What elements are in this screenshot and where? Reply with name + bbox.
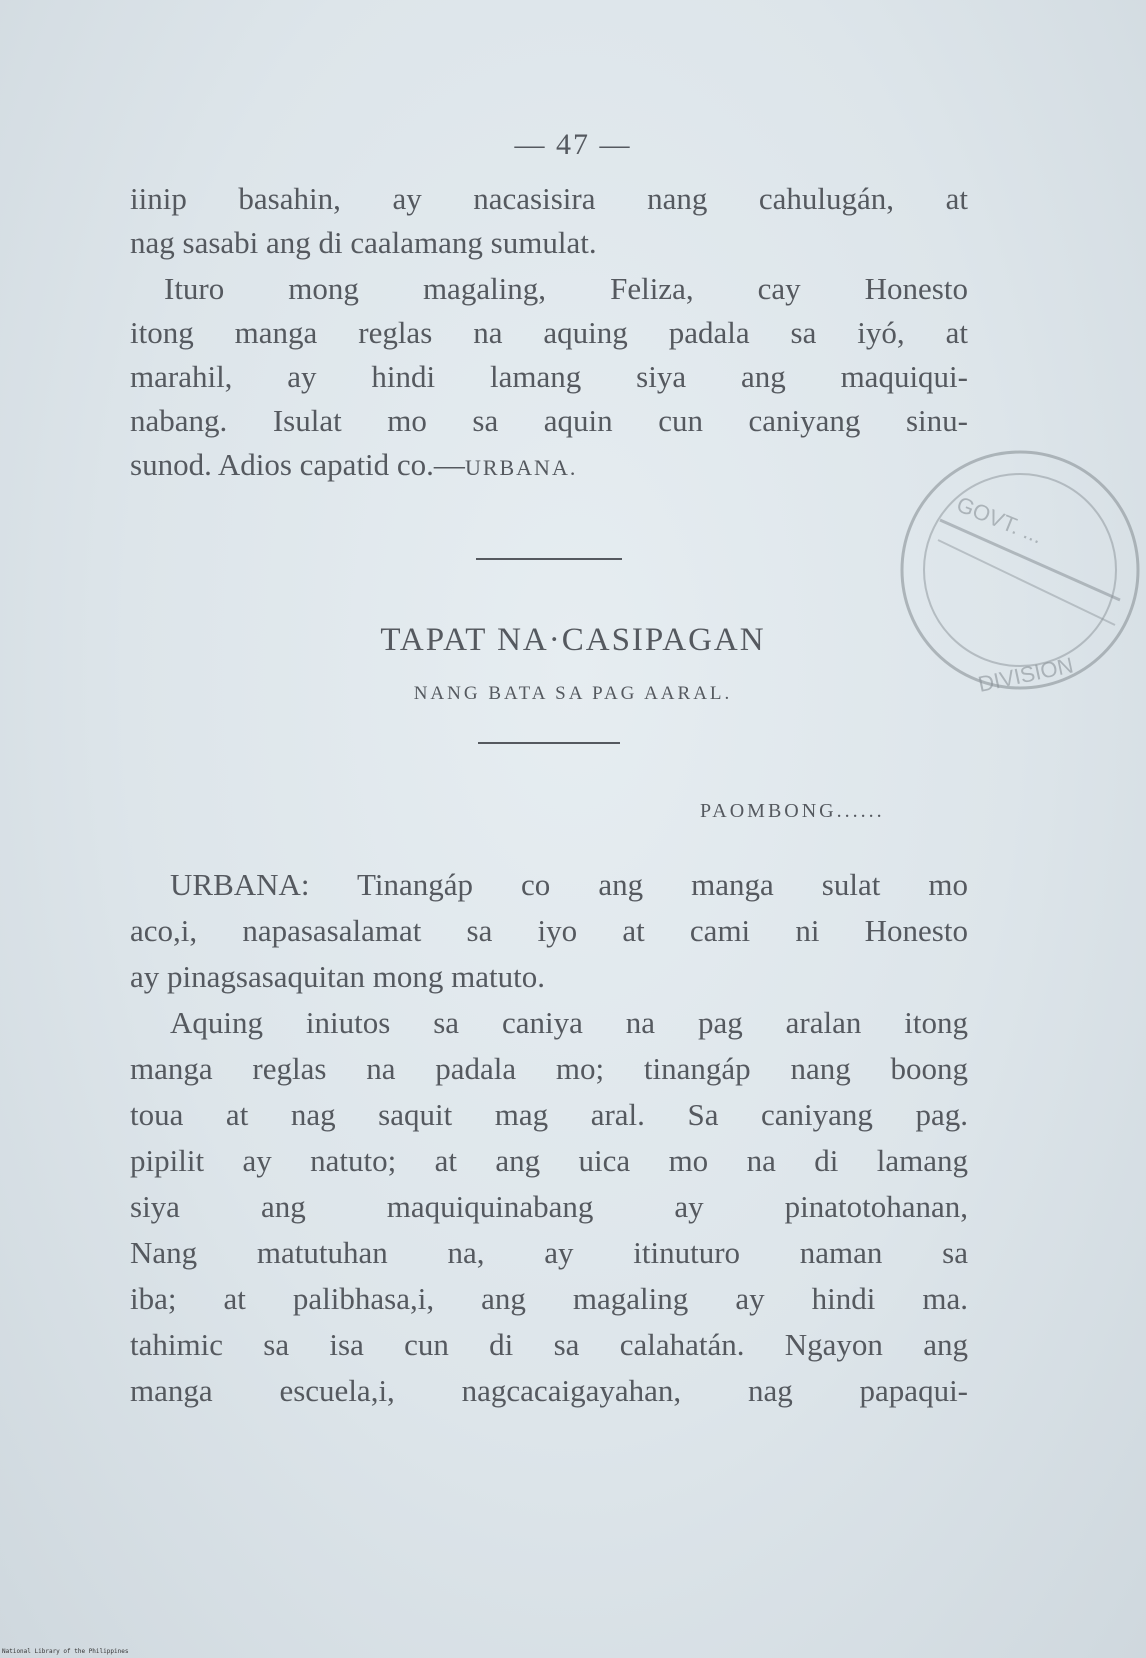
stamp-top-text: GOVT. ... bbox=[953, 491, 1047, 549]
page-number: — 47 — bbox=[514, 128, 632, 161]
text-line: aco,i, napasasalamat sa iyo at cami ni Honesto bbox=[130, 913, 968, 948]
section-divider bbox=[476, 558, 622, 560]
closing-line bbox=[130, 442, 968, 488]
text-line: marahil, ay hindi lamang siya ang maquiqui- bbox=[130, 359, 968, 394]
place-heading: PAOMBONG...... bbox=[700, 800, 885, 822]
stamp-bottom-text: DIVISION bbox=[975, 652, 1076, 697]
text-line: iinip basahin, ay nacasisira nang cahulugán, at bbox=[130, 181, 968, 216]
text-line: manga escuela,i, nagcacaigayahan, nag papaqui- bbox=[130, 1373, 968, 1408]
text-line: siya ang maquiquinabang ay pinatotohanan, bbox=[130, 1189, 968, 1224]
library-stamp bbox=[860, 410, 1140, 740]
text-line: pipilit ay natuto; at ang uica mo na di lamang bbox=[130, 1143, 968, 1178]
footer-credit: National Library of the Philippines bbox=[2, 1648, 129, 1655]
closing-text: sunod. Adios capatid co.— bbox=[130, 447, 465, 482]
section-title: TAPAT NA·CASIPAGAN bbox=[380, 622, 766, 658]
text-line: nabang. Isulat mo sa aquin cun caniyang sinu- bbox=[130, 403, 968, 438]
text-line: toua at nag saquit mag aral. Sa caniyang pag. bbox=[130, 1097, 968, 1132]
subtitle-divider bbox=[478, 742, 620, 744]
section-subtitle: NANG BATA SA PAG AARAL. bbox=[413, 683, 733, 704]
text-line: manga reglas na padala mo; tinangáp nang boong bbox=[130, 1051, 968, 1086]
text-line: tahimic sa isa cun di sa calahatán. Ngayon ang bbox=[130, 1327, 968, 1362]
text-line: iba; at palibhasa,i, ang magaling ay hindi ma. bbox=[130, 1281, 968, 1316]
text-line: URBANA: Tinangáp co ang manga sulat mo bbox=[170, 867, 968, 902]
text-line: ay pinagsasaquitan mong matuto. bbox=[130, 959, 545, 994]
signature: URBANA. bbox=[464, 455, 578, 480]
text-line: nag sasabi ang di caalamang sumulat. bbox=[130, 225, 597, 260]
text-line: Aquing iniutos sa caniya na pag aralan itong bbox=[170, 1005, 968, 1040]
text-line: Nang matutuhan na, ay itinuturo naman sa bbox=[130, 1235, 968, 1270]
text-line: itong manga reglas na aquing padala sa iyó, at bbox=[130, 315, 968, 350]
text-line: Ituro mong magaling, Feliza, cay Honesto bbox=[164, 271, 968, 306]
